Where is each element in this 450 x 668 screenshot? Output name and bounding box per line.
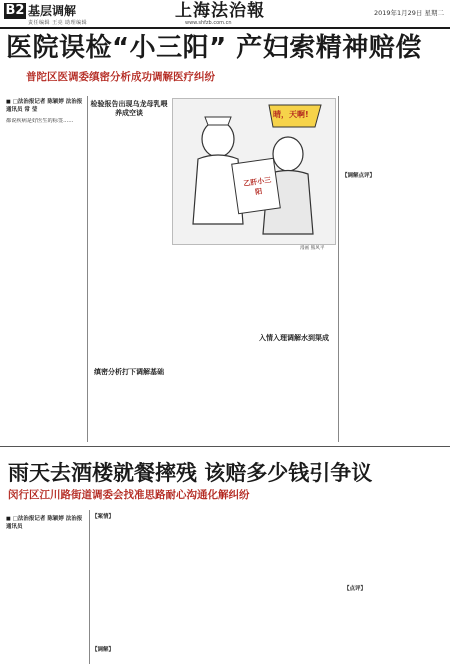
story1-byline: ■ □法治报记者 陈颖婷 法治报通讯员 常 莹 xyxy=(6,98,86,114)
story1-subheadline: 普陀区医调委缜密分析成功调解医疗纠纷 xyxy=(26,71,215,83)
section-title: 基层调解 xyxy=(28,4,77,18)
story1-aside-tag: 【调解点评】 xyxy=(342,173,376,179)
story2-lead xyxy=(6,535,86,663)
story1-commentary xyxy=(342,182,444,442)
story2-column-4 xyxy=(344,513,444,583)
masthead-rule xyxy=(0,27,450,29)
story1-column-3 xyxy=(255,253,333,329)
column-divider xyxy=(87,96,88,442)
cartoon-speech: 晴，天啊! xyxy=(273,110,309,119)
story1-subhead-1: 检验报告出现乌龙母乳喂养成空谈 xyxy=(90,100,168,117)
story2-headline: 雨天去酒楼就餐摔残 该赔多少钱引争议 xyxy=(8,461,373,485)
story1-cartoon xyxy=(172,98,336,245)
story2-tag-mediation: 【调解】 xyxy=(92,647,115,653)
story2-column-1 xyxy=(92,523,172,643)
cartoon-caption: 漫画 熊风平 xyxy=(300,246,325,251)
story2-byline: ■ □法治报记者 陈颖婷 法治报通讯员 xyxy=(6,515,86,531)
story1-column-2 xyxy=(172,253,250,443)
column-divider xyxy=(338,96,339,442)
story1-column-1 xyxy=(90,122,168,362)
column-divider xyxy=(89,510,90,664)
story1-subhead-2: 缜密分析打下调解基础 xyxy=(94,368,164,376)
story1-headline: 医院误检“小三阳” 产妇索精神赔偿 xyxy=(6,33,422,63)
story2-column-3 xyxy=(260,513,340,663)
story1-column-3b xyxy=(255,352,333,442)
story2-commentary xyxy=(344,595,444,663)
issue-date: 2019年1月29日 星期二 xyxy=(373,9,444,17)
story1-column-4 xyxy=(342,98,444,168)
story2-subheadline: 闵行区江川路街道调委会找准思路耐心沟通化解纠纷 xyxy=(8,489,250,501)
newspaper-logo: 上海法治報 xyxy=(175,1,265,21)
newspaper-url: www.shfzb.com.cn xyxy=(185,20,232,26)
story1-column-1b xyxy=(90,386,168,442)
story2-column-2 xyxy=(176,513,256,663)
section-editor: 责任编辑 王亮 助理编辑 xyxy=(28,20,88,26)
cartoon-drawing xyxy=(173,99,335,244)
page-number: B2 xyxy=(5,3,25,18)
story2-tag-comment: 【点评】 xyxy=(344,586,367,592)
story1-subhead-3: 入情入理调解水到渠成 xyxy=(259,334,329,342)
story-separator xyxy=(0,446,450,447)
story2-tag-case: 【案情】 xyxy=(92,514,115,520)
story1-lead-text: 都说疾病是好医生的标签…… xyxy=(6,118,74,124)
story1-lead xyxy=(6,118,84,343)
cartoon-report-text: 乙肝小三阳 xyxy=(242,176,272,197)
